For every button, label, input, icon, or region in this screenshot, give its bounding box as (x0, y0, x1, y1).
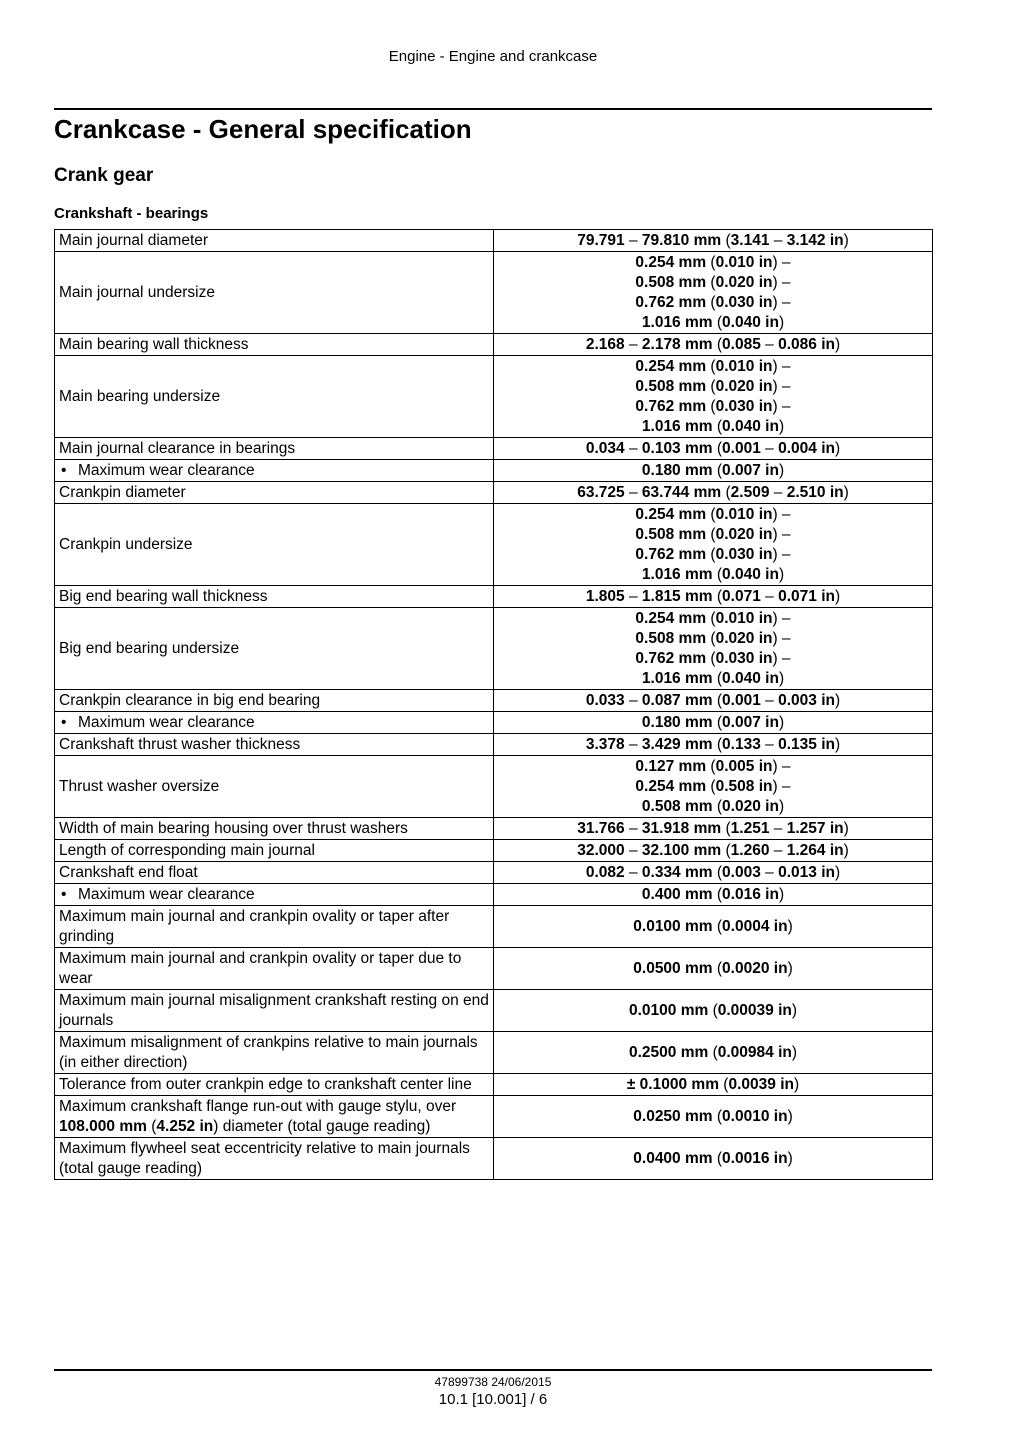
spec-label: Maximum flywheel seat eccentricity relative to main journals (total gauge reading) (55, 1138, 494, 1180)
table-row (55, 230, 933, 252)
table-row (55, 608, 933, 690)
spec-label: Maximum misalignment of crankpins relative to main journals (in either direction) (55, 1032, 494, 1074)
spec-value-line: 1.016 mm (0.040 in) (641, 418, 785, 435)
table-row (55, 840, 933, 862)
spec-label: Main bearing wall thickness (55, 334, 494, 356)
spec-value (494, 756, 933, 818)
spec-value (494, 884, 933, 906)
table-row (55, 504, 933, 586)
section-subtitle: Crank gear (54, 165, 154, 186)
spec-label: • Maximum wear clearance (55, 712, 494, 734)
spec-label: Maximum main journal and crankpin ovality or taper after grinding (55, 906, 494, 948)
spec-value (494, 840, 933, 862)
table-row (55, 482, 933, 504)
spec-value-line: 0.254 mm (0.010 in) – (635, 610, 791, 627)
spec-value (494, 460, 933, 482)
table-row (55, 438, 933, 460)
spec-label: Length of corresponding main journal (55, 840, 494, 862)
spec-value-line: 0.2500 mm (0.00984 in) (628, 1044, 798, 1061)
spec-label: Thrust washer oversize (55, 756, 494, 818)
spec-value-line: 0.508 mm (0.020 in) – (635, 378, 791, 395)
table-row (55, 818, 933, 840)
spec-value (494, 1032, 933, 1074)
spec-value-line: 3.378 – 3.429 mm (0.133 – 0.135 in) (585, 736, 841, 753)
spec-value (494, 608, 933, 690)
table-row (55, 586, 933, 608)
spec-value-line: 0.508 mm (0.020 in) – (635, 630, 791, 647)
spec-value-line: 0.762 mm (0.030 in) – (635, 546, 791, 563)
spec-value-line: 1.805 – 1.815 mm (0.071 – 0.071 in) (585, 588, 841, 605)
spec-label: Main journal diameter (55, 230, 494, 252)
page-header: Engine - Engine and crankcase (388, 48, 598, 65)
table-row (55, 948, 933, 990)
bullet-icon: • (61, 714, 67, 731)
spec-value (494, 482, 933, 504)
spec-value-line: 0.0100 mm (0.0004 in) (633, 918, 793, 935)
spec-label: • Maximum wear clearance (55, 460, 494, 482)
spec-label: Main bearing undersize (55, 356, 494, 438)
table-row (55, 884, 933, 906)
spec-value-line: 0.0500 mm (0.0020 in) (633, 960, 793, 977)
spec-value-line: 0.0100 mm (0.00039 in) (628, 1002, 798, 1019)
spec-value-line: 0.0250 mm (0.0010 in) (633, 1108, 793, 1125)
spec-label: Crankpin clearance in big end bearing (55, 690, 494, 712)
table-row (55, 334, 933, 356)
spec-label: Crankshaft end float (55, 862, 494, 884)
spec-value-line: 1.016 mm (0.040 in) (641, 314, 785, 331)
page-title: Crankcase - General specification (54, 114, 472, 144)
spec-value (494, 1138, 933, 1180)
spec-value-line: 79.791 – 79.810 mm (3.141 – 3.142 in) (577, 232, 849, 249)
spec-value-line: 0.180 mm (0.007 in) (641, 714, 785, 731)
spec-label: • Maximum wear clearance (55, 884, 494, 906)
spec-value-line: 0.0400 mm (0.0016 in) (633, 1150, 793, 1167)
bullet-icon: • (61, 886, 67, 903)
table-row (55, 690, 933, 712)
spec-value-line: 0.508 mm (0.020 in) (641, 798, 785, 815)
spec-label: Crankshaft thrust washer thickness (55, 734, 494, 756)
table-row (55, 756, 933, 818)
table-row (55, 734, 933, 756)
spec-label: Tolerance from outer crankpin edge to crankshaft center line (55, 1074, 494, 1096)
spec-value (494, 504, 933, 586)
spec-value (494, 712, 933, 734)
table-row (55, 252, 933, 334)
spec-value-line: 0.033 – 0.087 mm (0.001 – 0.003 in) (585, 692, 841, 709)
spec-label: Maximum main journal misalignment crankshaft resting on end journals (55, 990, 494, 1032)
spec-value-line: 0.082 – 0.334 mm (0.003 – 0.013 in) (585, 864, 841, 881)
spec-value-line: 31.766 – 31.918 mm (1.251 – 1.257 in) (577, 820, 849, 837)
spec-value (494, 438, 933, 460)
spec-table (54, 229, 933, 1180)
spec-value-line: 1.016 mm (0.040 in) (641, 566, 785, 583)
table-row (55, 460, 933, 482)
table-row (55, 862, 933, 884)
spec-value-line: 0.254 mm (0.508 in) – (635, 778, 791, 795)
bullet-icon: • (61, 462, 67, 479)
spec-value (494, 948, 933, 990)
spec-value (494, 356, 933, 438)
table-row (55, 1074, 933, 1096)
spec-value-line: 0.127 mm (0.005 in) – (635, 758, 791, 775)
table-row (55, 712, 933, 734)
spec-value-line: 32.000 – 32.100 mm (1.260 – 1.264 in) (577, 842, 849, 859)
spec-value (494, 690, 933, 712)
spec-value-line: 1.016 mm (0.040 in) (641, 670, 785, 687)
page-number: 10.1 [10.001] / 6 (438, 1391, 548, 1408)
spec-value (494, 230, 933, 252)
table-row (55, 906, 933, 948)
spec-value (494, 990, 933, 1032)
spec-value-line: ± 0.1000 mm (0.0039 in) (626, 1076, 800, 1093)
spec-label: Big end bearing undersize (55, 608, 494, 690)
spec-value-line: 0.400 mm (0.016 in) (641, 886, 785, 903)
document-id: 47899738 24/06/2015 (434, 1375, 552, 1389)
spec-label: Crankpin diameter (55, 482, 494, 504)
bottom-divider (54, 1369, 932, 1371)
spec-value (494, 1074, 933, 1096)
table-row (55, 990, 933, 1032)
spec-value-line: 0.762 mm (0.030 in) – (635, 650, 791, 667)
table-row (55, 356, 933, 438)
table-row (55, 1032, 933, 1074)
spec-value-line: 0.254 mm (0.010 in) – (635, 254, 791, 271)
spec-value (494, 862, 933, 884)
spec-value (494, 334, 933, 356)
spec-value-line: 0.180 mm (0.007 in) (641, 462, 785, 479)
spec-label: Main journal clearance in bearings (55, 438, 494, 460)
spec-value-line: 0.508 mm (0.020 in) – (635, 526, 791, 543)
spec-label: Main journal undersize (55, 252, 494, 334)
spec-label: Width of main bearing housing over thrust washers (55, 818, 494, 840)
spec-value-line: 0.254 mm (0.010 in) – (635, 358, 791, 375)
spec-label: Maximum main journal and crankpin ovality or taper due to wear (55, 948, 494, 990)
spec-label: Maximum crankshaft flange run-out with gauge stylu, over 108.000 mm (4.252 in) diameter (total gauge reading) (55, 1096, 494, 1138)
spec-label: Crankpin undersize (55, 504, 494, 586)
table-caption: Crankshaft - bearings (54, 205, 209, 222)
spec-value (494, 586, 933, 608)
spec-value (494, 1096, 933, 1138)
spec-value (494, 734, 933, 756)
spec-value (494, 818, 933, 840)
spec-value (494, 252, 933, 334)
top-divider (54, 108, 932, 110)
spec-value-line: 0.034 – 0.103 mm (0.001 – 0.004 in) (585, 440, 841, 457)
spec-value (494, 906, 933, 948)
spec-value-line: 63.725 – 63.744 mm (2.509 – 2.510 in) (577, 484, 849, 501)
spec-value-line: 0.254 mm (0.010 in) – (635, 506, 791, 523)
spec-label: Big end bearing wall thickness (55, 586, 494, 608)
spec-value-line: 0.508 mm (0.020 in) – (635, 274, 791, 291)
spec-value-line: 2.168 – 2.178 mm (0.085 – 0.086 in) (585, 336, 841, 353)
table-row (55, 1138, 933, 1180)
table-row (55, 1096, 933, 1138)
spec-value-line: 0.762 mm (0.030 in) – (635, 398, 791, 415)
spec-value-line: 0.762 mm (0.030 in) – (635, 294, 791, 311)
